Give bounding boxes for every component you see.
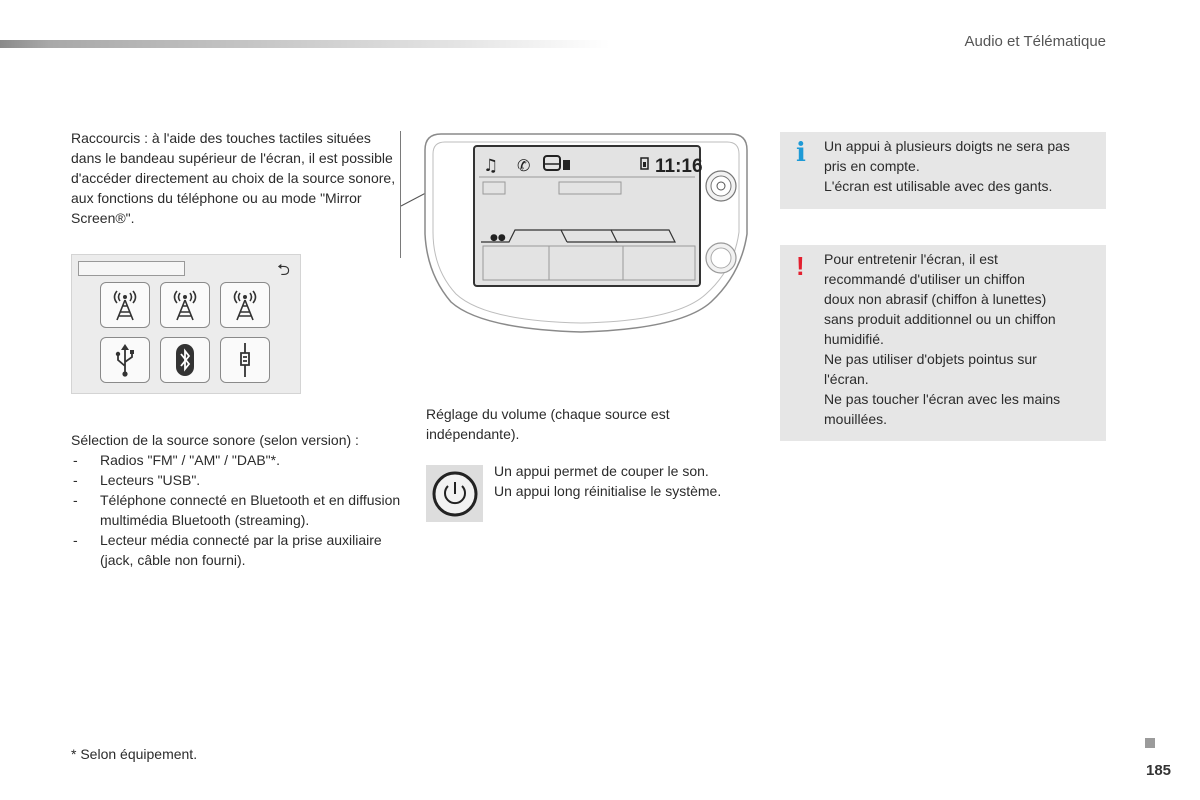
power-icon[interactable]	[431, 470, 479, 518]
power-button-illustration	[426, 465, 483, 522]
header-gradient-bar	[0, 40, 610, 48]
clock: 11:16	[655, 156, 703, 177]
page-number: 185	[1146, 762, 1172, 779]
warning-text: Pour entretenir l'écran, il est recommandé d'utiliser un chiffon doux non abrasif (chiffon à lunettes) sans produit additionnel ou un chiffon humidifié. Ne pas utiliser d'objets pointus sur l'écran. Ne pas toucher l'écran avec les mains mouillées.	[824, 251, 1061, 427]
list-item: - Téléphone connecté en Bluetooth et en diffusion multimédia Bluetooth (streaming).	[71, 490, 401, 530]
power-description	[494, 461, 774, 501]
back-arrow-icon[interactable]: ⮌	[277, 262, 290, 279]
warning-box	[780, 245, 1106, 441]
bluetooth-source-button[interactable]	[160, 337, 210, 383]
usb-source-button[interactable]	[100, 337, 150, 383]
warning-exclamation-icon: !	[796, 251, 805, 281]
volume-knob[interactable]	[706, 171, 736, 201]
radio-am-button[interactable]	[160, 282, 210, 328]
panel-title-field	[78, 261, 185, 276]
footnote: * Selon équipement.	[71, 746, 198, 762]
sources-intro: Sélection de la source sonore (selon version) :	[71, 432, 359, 448]
info-icon: i	[796, 138, 806, 168]
svg-text:●●: ●●	[490, 233, 506, 243]
list-item: - Lecteurs "USB".	[71, 470, 401, 490]
device-lower-button[interactable]	[706, 243, 736, 273]
power-line: Un appui long réinitialise le système.	[494, 483, 722, 499]
radio-antenna-icon	[231, 288, 259, 322]
list-item: - Radios "FM" / "AM" / "DAB"*.	[71, 450, 401, 470]
phone-handset-icon[interactable]: ✆	[517, 156, 531, 175]
radio-antenna-icon	[111, 288, 139, 322]
list-item: - Lecteur média connecté par la prise auxiliaire (jack, câble non fourni).	[71, 530, 401, 570]
page-marker	[1145, 738, 1155, 748]
bluetooth-icon	[173, 342, 197, 378]
music-note-icon[interactable]: ♫	[483, 156, 499, 176]
sources-list	[71, 450, 401, 570]
jack-plug-icon	[235, 341, 255, 379]
radio-fm-button[interactable]	[100, 282, 150, 328]
volume-paragraph: Réglage du volume (chaque source est indépendante).	[426, 406, 670, 442]
radio-dab-button[interactable]	[220, 282, 270, 328]
usb-icon	[113, 342, 137, 378]
power-line: Un appui permet de couper le son.	[494, 463, 709, 479]
aux-jack-source-button[interactable]	[220, 337, 270, 383]
section-title: Audio et Télématique	[964, 33, 1106, 50]
head-unit-illustration	[401, 124, 761, 359]
shortcuts-paragraph: Raccourcis : à l'aide des touches tactiles situées dans le bandeau supérieur de l'écran, il est possible d'accéder directement au choix de la source sonore, aux fonctions du téléphone ou au mode "Mirror Screen®".	[71, 130, 396, 226]
source-selection-panel	[71, 254, 301, 394]
info-box	[780, 132, 1106, 209]
radio-antenna-icon	[171, 288, 199, 322]
info-text: Un appui à plusieurs doigts ne sera pas pris en compte. L'écran est utilisable avec des gants.	[824, 138, 1070, 194]
